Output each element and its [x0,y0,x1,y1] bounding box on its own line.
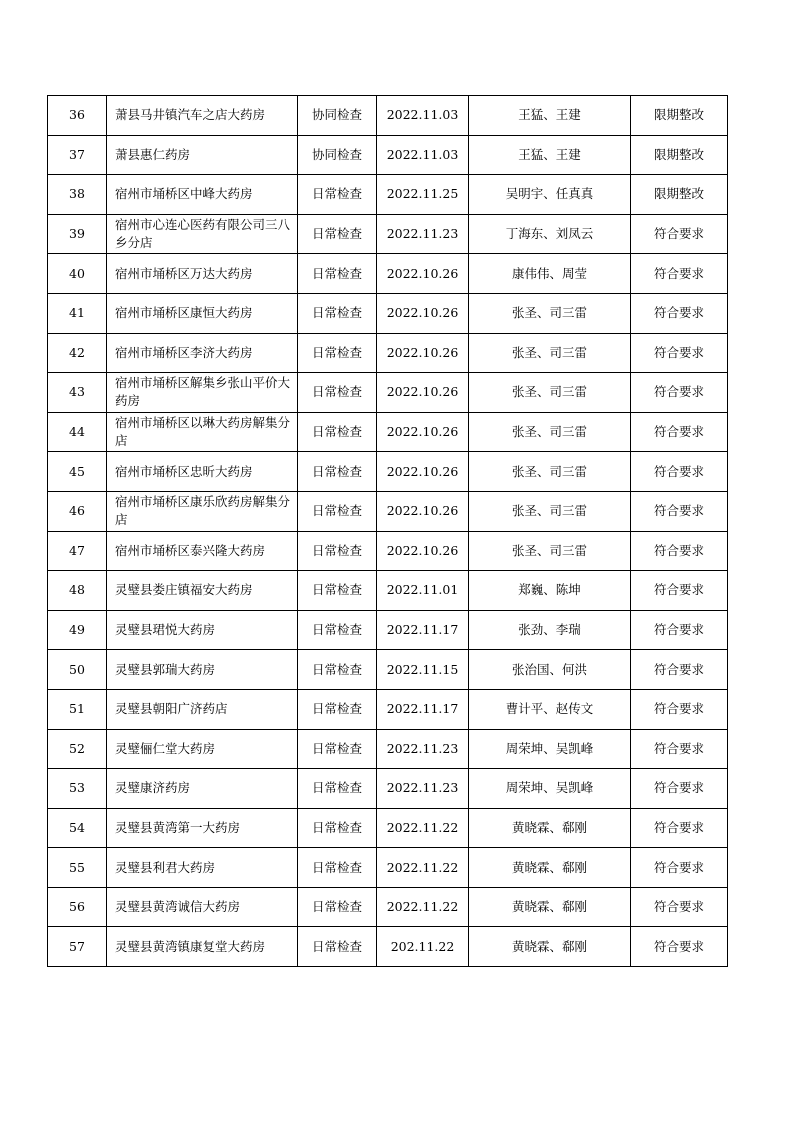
inspectors-cell: 王猛、王建 [469,135,631,175]
table-row [48,887,728,927]
result-cell: 符合要求 [631,848,728,888]
result-cell: 符合要求 [631,650,728,690]
table-row [48,373,728,413]
inspection-date-cell: 2022.11.23 [377,729,469,769]
pharmacy-name-cell: 灵璧县朝阳广济药店 [107,689,298,729]
row-number-cell: 44 [48,412,107,452]
result-cell: 符合要求 [631,293,728,333]
result-cell: 符合要求 [631,373,728,413]
result-cell: 符合要求 [631,808,728,848]
result-cell: 符合要求 [631,333,728,373]
inspection-type-cell: 日常检查 [298,571,377,611]
pharmacy-name-cell: 灵璧县郭瑞大药房 [107,650,298,690]
table-row [48,729,728,769]
inspectors-cell: 张圣、司三雷 [469,373,631,413]
pharmacy-name-cell: 灵璧县黄湾第一大药房 [107,808,298,848]
row-number-cell: 52 [48,729,107,769]
result-cell: 符合要求 [631,729,728,769]
row-number-cell: 36 [48,96,107,136]
row-number-cell: 54 [48,808,107,848]
inspection-type-cell: 日常检查 [298,412,377,452]
pharmacy-name-cell: 宿州市埇桥区康恒大药房 [107,293,298,333]
inspection-type-cell: 日常检查 [298,650,377,690]
inspection-date-cell: 2022.11.23 [377,769,469,809]
inspectors-cell: 丁海东、刘凤云 [469,214,631,254]
row-number-cell: 56 [48,887,107,927]
table-row [48,491,728,531]
pharmacy-name-cell: 宿州市埇桥区以琳大药房解集分店 [107,412,298,452]
result-cell: 符合要求 [631,491,728,531]
inspectors-cell: 张圣、司三雷 [469,293,631,333]
inspectors-cell: 黄晓霖、郗刚 [469,848,631,888]
inspection-type-cell: 日常检查 [298,254,377,294]
row-number-cell: 57 [48,927,107,967]
inspection-date-cell: 2022.10.26 [377,491,469,531]
row-number-cell: 38 [48,175,107,215]
inspection-type-cell: 日常检查 [298,452,377,492]
inspection-type-cell: 日常检查 [298,887,377,927]
pharmacy-name-cell: 萧县惠仁药房 [107,135,298,175]
inspection-date-cell: 2022.11.03 [377,135,469,175]
pharmacy-name-cell: 宿州市埇桥区中峰大药房 [107,175,298,215]
inspection-type-cell: 日常检查 [298,531,377,571]
inspectors-cell: 周荣坤、吴凯峰 [469,769,631,809]
row-number-cell: 48 [48,571,107,611]
pharmacy-name-cell: 灵璧县珺悦大药房 [107,610,298,650]
inspectors-cell: 张圣、司三雷 [469,412,631,452]
result-cell: 符合要求 [631,452,728,492]
table-row [48,333,728,373]
row-number-cell: 49 [48,610,107,650]
result-cell: 符合要求 [631,571,728,611]
inspection-date-cell: 2022.10.26 [377,254,469,294]
result-cell: 限期整改 [631,135,728,175]
pharmacy-name-cell: 宿州市心连心医药有限公司三八乡分店 [107,214,298,254]
inspection-type-cell: 日常检查 [298,491,377,531]
row-number-cell: 51 [48,689,107,729]
inspection-date-cell: 2022.10.26 [377,293,469,333]
pharmacy-name-cell: 灵璧县利君大药房 [107,848,298,888]
inspectors-cell: 周荣坤、吴凯峰 [469,729,631,769]
inspection-type-cell: 日常检查 [298,610,377,650]
inspection-table [47,95,728,967]
inspection-date-cell: 2022.10.26 [377,452,469,492]
inspection-type-cell: 日常检查 [298,729,377,769]
result-cell: 符合要求 [631,214,728,254]
inspection-type-cell: 协同检查 [298,135,377,175]
result-cell: 符合要求 [631,610,728,650]
inspectors-cell: 张圣、司三雷 [469,333,631,373]
row-number-cell: 45 [48,452,107,492]
row-number-cell: 37 [48,135,107,175]
inspectors-cell: 吴明宇、任真真 [469,175,631,215]
result-cell: 符合要求 [631,769,728,809]
result-cell: 限期整改 [631,96,728,136]
result-cell: 符合要求 [631,531,728,571]
row-number-cell: 47 [48,531,107,571]
row-number-cell: 50 [48,650,107,690]
result-cell: 符合要求 [631,887,728,927]
pharmacy-name-cell: 萧县马井镇汽车之店大药房 [107,96,298,136]
result-cell: 限期整改 [631,175,728,215]
row-number-cell: 43 [48,373,107,413]
table-row [48,214,728,254]
table-row [48,689,728,729]
inspectors-cell: 康伟伟、周莹 [469,254,631,294]
result-cell: 符合要求 [631,927,728,967]
table-row [48,531,728,571]
inspection-date-cell: 2022.11.23 [377,214,469,254]
inspection-type-cell: 日常检查 [298,333,377,373]
inspection-date-cell: 202.11.22 [377,927,469,967]
inspection-date-cell: 2022.10.26 [377,333,469,373]
inspection-type-cell: 日常检查 [298,808,377,848]
inspection-type-cell: 日常检查 [298,214,377,254]
table-row [48,96,728,136]
inspection-date-cell: 2022.11.22 [377,848,469,888]
pharmacy-name-cell: 宿州市埇桥区忠昕大药房 [107,452,298,492]
table-row [48,769,728,809]
pharmacy-name-cell: 宿州市埇桥区万达大药房 [107,254,298,294]
inspection-date-cell: 2022.11.22 [377,887,469,927]
inspection-type-cell: 日常检查 [298,293,377,333]
inspection-date-cell: 2022.11.15 [377,650,469,690]
inspectors-cell: 黄晓霖、郗刚 [469,808,631,848]
table-row [48,650,728,690]
inspection-type-cell: 日常检查 [298,927,377,967]
inspectors-cell: 黄晓霖、郗刚 [469,887,631,927]
inspectors-cell: 郑巍、陈坤 [469,571,631,611]
inspection-date-cell: 2022.10.26 [377,373,469,413]
inspectors-cell: 张治国、何洪 [469,650,631,690]
inspection-type-cell: 日常检查 [298,373,377,413]
inspection-type-cell: 日常检查 [298,175,377,215]
pharmacy-name-cell: 灵璧俪仁堂大药房 [107,729,298,769]
pharmacy-name-cell: 宿州市埇桥区泰兴隆大药房 [107,531,298,571]
row-number-cell: 55 [48,848,107,888]
row-number-cell: 41 [48,293,107,333]
result-cell: 符合要求 [631,689,728,729]
inspection-date-cell: 2022.10.26 [377,412,469,452]
pharmacy-name-cell: 灵璧康济药房 [107,769,298,809]
inspection-date-cell: 2022.10.26 [377,531,469,571]
table-row [48,927,728,967]
inspection-type-cell: 日常检查 [298,769,377,809]
row-number-cell: 46 [48,491,107,531]
pharmacy-name-cell: 宿州市埇桥区李济大药房 [107,333,298,373]
inspection-date-cell: 2022.11.22 [377,808,469,848]
inspectors-cell: 王猛、王建 [469,96,631,136]
table-row [48,848,728,888]
inspection-date-cell: 2022.11.17 [377,689,469,729]
result-cell: 符合要求 [631,254,728,294]
row-number-cell: 40 [48,254,107,294]
table-row [48,135,728,175]
inspectors-cell: 曹计平、赵传文 [469,689,631,729]
inspection-type-cell: 日常检查 [298,689,377,729]
table-row [48,254,728,294]
row-number-cell: 42 [48,333,107,373]
inspectors-cell: 黄晓霖、郗刚 [469,927,631,967]
table-body [48,96,728,967]
pharmacy-name-cell: 宿州市埇桥区康乐欣药房解集分店 [107,491,298,531]
inspection-date-cell: 2022.11.17 [377,610,469,650]
table-row [48,808,728,848]
inspection-type-cell: 日常检查 [298,848,377,888]
inspection-date-cell: 2022.11.03 [377,96,469,136]
pharmacy-name-cell: 灵璧县娄庄镇福安大药房 [107,571,298,611]
inspection-date-cell: 2022.11.01 [377,571,469,611]
inspectors-cell: 张圣、司三雷 [469,531,631,571]
inspectors-cell: 张劲、李瑞 [469,610,631,650]
inspection-type-cell: 协同检查 [298,96,377,136]
table-row [48,610,728,650]
table-row [48,293,728,333]
inspectors-cell: 张圣、司三雷 [469,452,631,492]
table-row [48,412,728,452]
row-number-cell: 53 [48,769,107,809]
inspectors-cell: 张圣、司三雷 [469,491,631,531]
table-row [48,571,728,611]
table-row [48,175,728,215]
result-cell: 符合要求 [631,412,728,452]
pharmacy-name-cell: 灵璧县黄湾诚信大药房 [107,887,298,927]
inspection-date-cell: 2022.11.25 [377,175,469,215]
row-number-cell: 39 [48,214,107,254]
pharmacy-name-cell: 宿州市埇桥区解集乡张山平价大药房 [107,373,298,413]
table-row [48,452,728,492]
pharmacy-name-cell: 灵璧县黄湾镇康复堂大药房 [107,927,298,967]
